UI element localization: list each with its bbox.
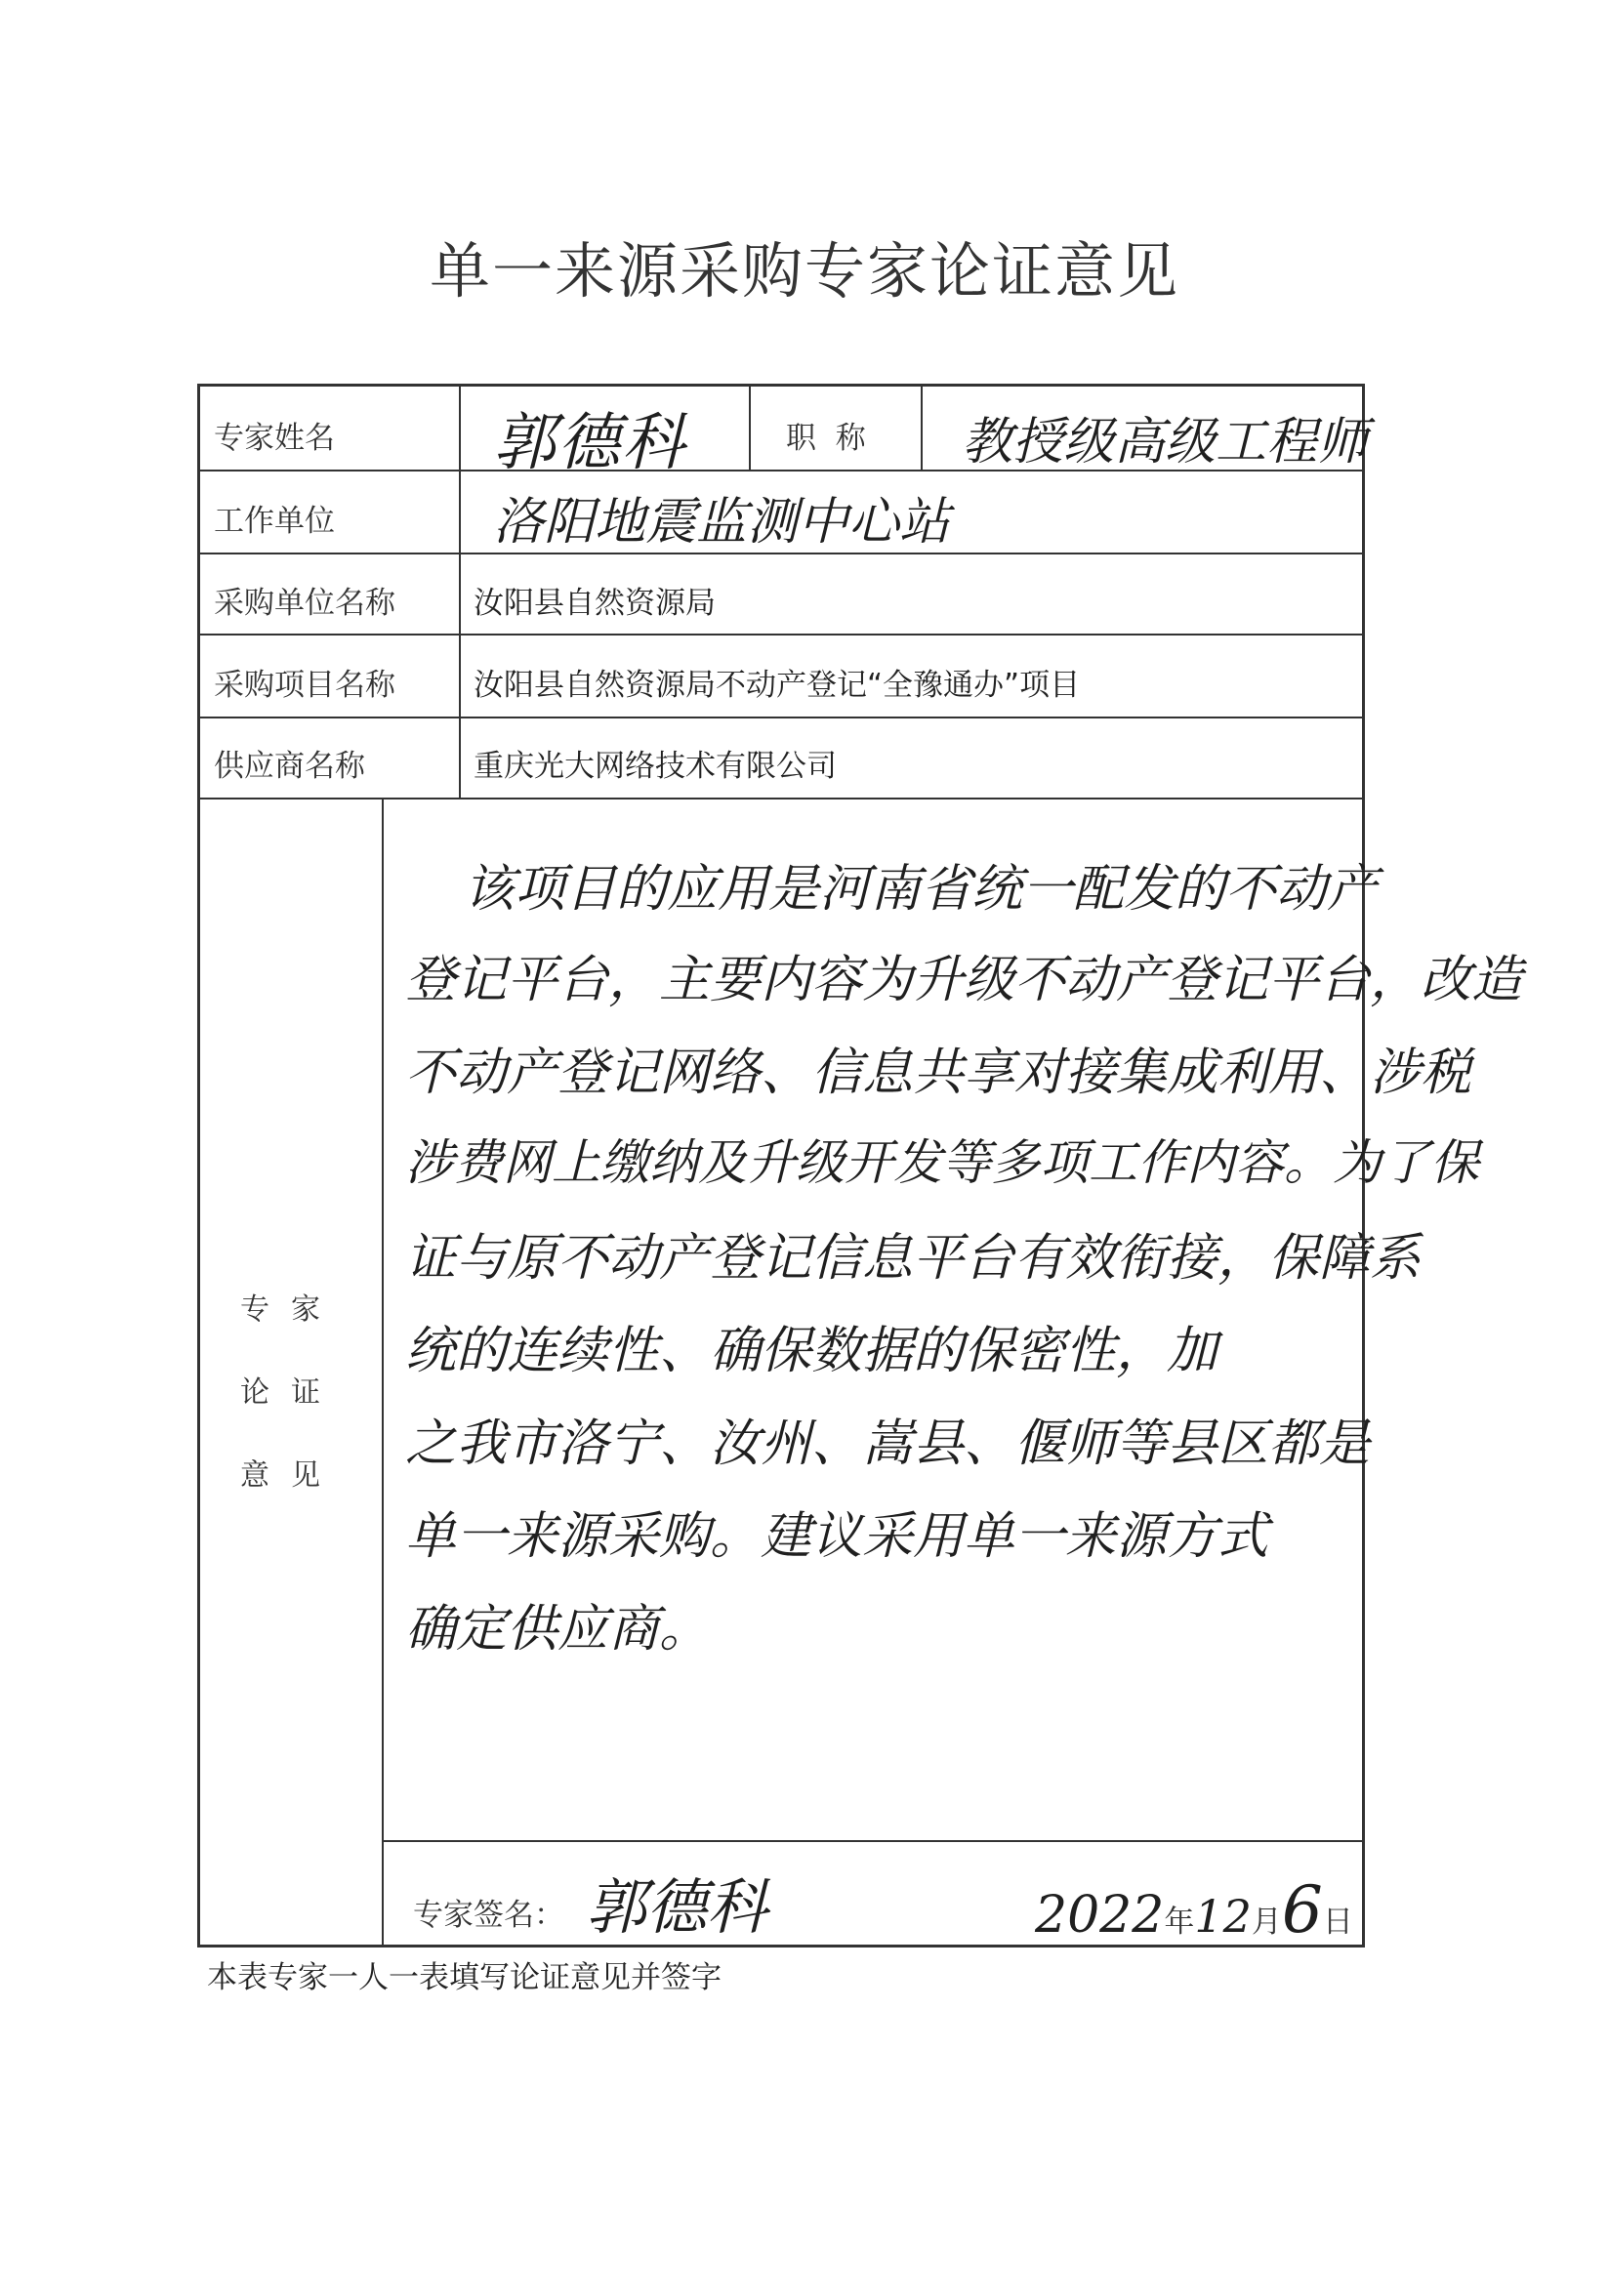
row-divider [382,1840,1362,1842]
purchaser-value: 汝阳县自然资源局 [474,586,716,621]
opinion-line: 涉费网上缴纳及升级开发等多项工作内容。为了保 [405,1134,1479,1191]
date-year: 2022 [1035,1886,1165,1945]
date-day-unit: 日 [1322,1905,1353,1940]
date-month-unit: 月 [1251,1905,1282,1940]
opinion-line: 证与原不动产登记信息平台有效衔接，保障系 [405,1229,1422,1288]
supplier-label: 供应商名称 [214,749,365,784]
signature-label: 专家签名： [413,1898,564,1933]
job-title-label: 职 称 [786,421,866,456]
opinion-line: 统的连续性、确保数据的保密性，加 [405,1322,1218,1380]
row-divider [200,798,1362,800]
opinion-label-line: 论证 [240,1375,342,1410]
opinion-line: 之我市洛宁、汝州、嵩县、偃师等县区都是 [405,1414,1371,1473]
column-divider [921,387,923,470]
document-title: 单一来源采购专家论证意见 [429,235,1179,307]
opinion-line: 单一来源采购。建议采用单一来源方式 [405,1507,1269,1566]
opinion-label-line: 意见 [240,1458,342,1493]
job-title-value: 教授级高级工程师 [962,413,1369,472]
signature-date [1035,1872,1353,1948]
column-divider [459,387,461,798]
purchaser-label: 采购单位名称 [214,586,395,621]
row-divider [200,717,1362,718]
expert-name-label: 专家姓名 [214,421,335,456]
opinion-form-table [197,384,1523,1948]
supplier-value: 重庆光大网络技术有限公司 [474,749,837,784]
date-year-unit: 年 [1164,1905,1195,1940]
column-divider [749,387,751,470]
project-label: 采购项目名称 [214,668,395,703]
work-unit-value: 洛阳地震监测中心站 [493,493,951,552]
work-unit-label: 工作单位 [214,504,335,539]
project-value: 汝阳县自然资源局不动产登记“全豫通办”项目 [474,668,1081,703]
date-month: 12 [1194,1890,1252,1943]
date-day: 6 [1281,1872,1323,1948]
expert-name-value: 郭德科 [493,407,686,479]
signature-name: 郭德科 [586,1871,768,1943]
opinion-line: 登记平台，主要内容为升级不动产登记平台，改造 [405,951,1523,1009]
opinion-line: 不动产登记网络、信息共享对接集成利用、涉税 [405,1044,1472,1102]
opinion-line: 该项目的应用是河南省统一配发的不动产 [464,860,1379,919]
opinion-label-line: 专家 [240,1292,342,1327]
column-divider [382,798,384,1948]
row-divider [200,634,1362,636]
footer-note: 本表专家一人一表填写论证意见并签字 [207,1960,722,1995]
opinion-line: 确定供应商。 [405,1600,711,1659]
